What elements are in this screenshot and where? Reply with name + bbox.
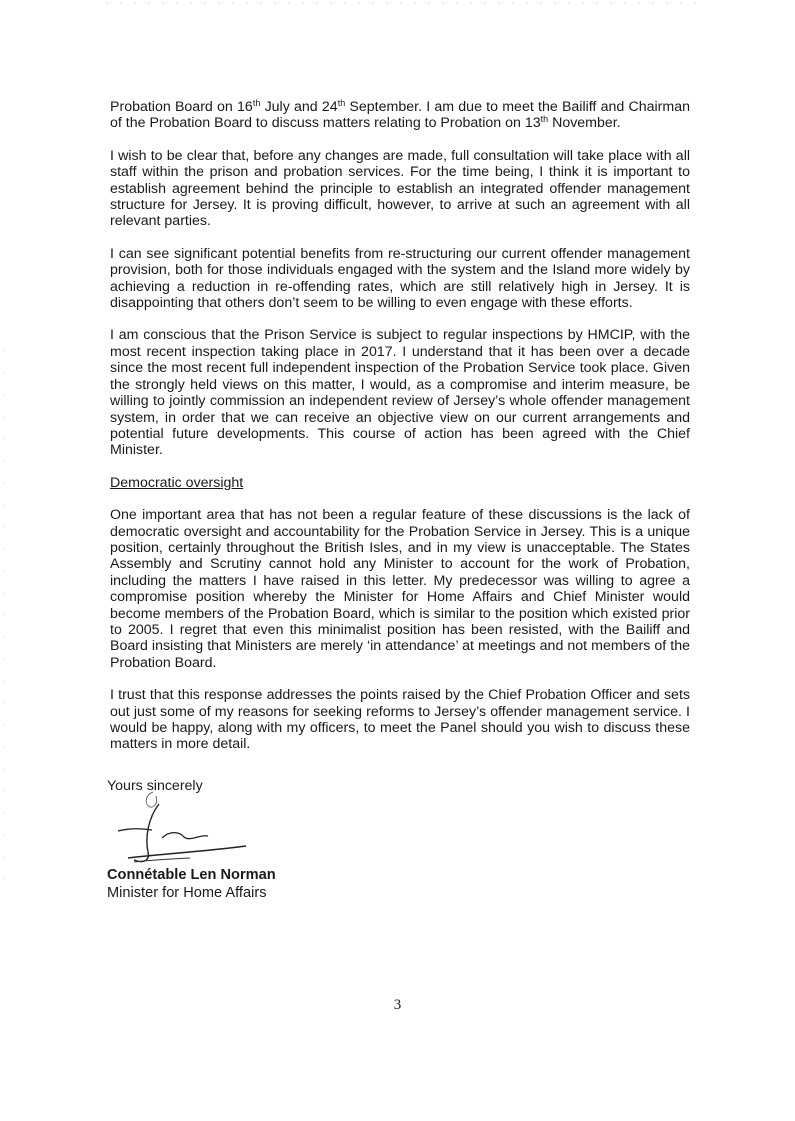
handwritten-signature [100,790,250,870]
signer-title: Minister for Home Affairs [107,885,267,901]
closing-salutation: Yours sincerely [107,778,203,794]
letter-body [110,99,690,769]
section-heading-democratic-oversight: Democratic oversight [110,474,244,491]
paragraph-democratic-oversight: One important area that has not been a regular feature of these discussions is the lack of democratic oversight and accountability for the Probation Service in Jersey. This is a unique position, certainly throughout the British Isles, and in my view is unacceptable. The States Assembly and Scrutiny cannot hold any Minister to account for the work of Probation, including the matters I have raised in this letter. My predecessor was willing to agree a compromise position whereby the Minister for Home Affairs and Chief Minister would become members of the Probation Board, which is similar to the position which existed prior to 2005. I regret that even this minimalist position has been resisted, with the Bailiff and Board insisting that Ministers are merely ‘in attendance’ at meetings and not members of the Probation Board. [110,507,690,671]
paragraph-inspections: I am conscious that the Prison Service is subject to regular inspections by HMCIP, with the most recent inspection taking place in 2017. I understand that it has been over a decade since the most recent full independent inspection of the Probation Service took place. Given the strongly held views on this matter, I would, as a compromise and interim measure, be willing to jointly commission an independent review of Jersey’s whole offender management system, in order that we can receive an objective view on our current arrangements and potential future developments. This course of action has been agreed with the Chief Minister. [110,327,690,459]
page-number: 3 [393,997,402,1013]
scan-artifact-specks [3,340,5,900]
signer-name: Connétable Len Norman [107,867,276,883]
paragraph-closing-remarks: I trust that this response addresses the points raised by the Chief Probation Officer and sets out just some of my reasons for seeking reforms to Jersey’s offender management service. I would be happy, along with my officers, to meet the Panel should you wish to discuss these matters in more detail. [110,687,690,753]
paragraph-consultation: I wish to be clear that, before any changes are made, full consultation will take place with all staff within the prison and probation services. For the time being, I think it is important to establish agreement behind the principle to establish an integrated offender management structure for Jersey. It is proving difficult, however, to arrive at such an agreement with all relevant parties. [110,147,690,230]
scan-artifact-dots [100,2,700,4]
paragraph-probation-board-meetings: Probation Board on 16th July and 24th September. I am due to meet the Bailiff and Chairman of the Probation Board to discuss matters relating to Probation on 13th November. [110,98,690,132]
paragraph-benefits: I can see significant potential benefits from re-structuring our current offender management provision, both for those individuals engaged with the system and the Island more widely by achieving a reduction in re-offending rates, which are still relatively high in Jersey. It is disappointing that others don’t seem to be willing to even engage with these efforts. [110,245,690,312]
